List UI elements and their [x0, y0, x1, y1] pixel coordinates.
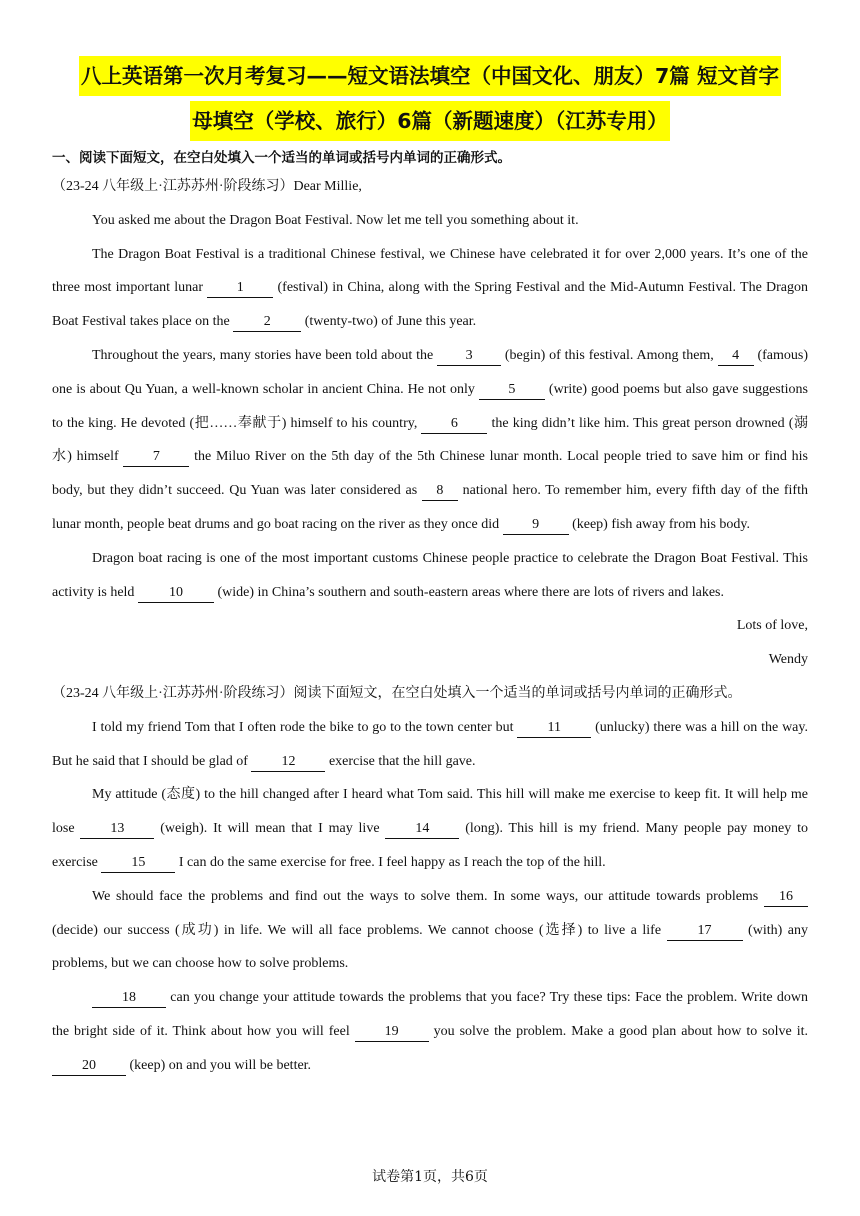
blank-2[interactable]: 2 — [233, 313, 301, 332]
text: (keep) on and you will be better. — [126, 1057, 312, 1073]
text: (write) good poems but also gave suggestions to the king. He devoted (把……奉献于) himself to his country, — [52, 381, 808, 431]
blank-8[interactable]: 8 — [422, 482, 458, 501]
passage1-paragraph-2 — [52, 238, 808, 339]
blank-1[interactable]: 1 — [207, 279, 273, 298]
passage1-paragraph-3 — [52, 339, 808, 542]
title-line-2: 母填空（学校、旅行）6篇（新题速度）（江苏专用） — [190, 101, 670, 141]
blank-9[interactable]: 9 — [503, 516, 569, 535]
section-heading: 一、阅读下面短文，在空白处填入一个适当的单词或括号内单词的正确形式。 — [52, 150, 511, 166]
text: (decide) our success (成功) in life. We will all face problems. We cannot choose (选择) to live a life — [52, 922, 667, 938]
blank-14[interactable]: 14 — [385, 820, 459, 839]
text: (long). This hill is my friend. Many people pay money to exercise — [52, 821, 808, 870]
blank-18[interactable]: 18 — [92, 989, 166, 1008]
passage2-paragraph-2 — [52, 778, 808, 879]
text: We should face the problems and find out the ways to solve them. In some ways, our attitude towards problems — [92, 888, 764, 904]
blank-6[interactable]: 6 — [421, 415, 487, 434]
blank-11[interactable]: 11 — [517, 719, 591, 738]
text: can you change your attitude towards the problems that you face? Try these tips: Face the problem. Write down the bright side of it. Think about how you will feel — [52, 990, 808, 1039]
text: Dragon boat racing is one of the most important customs Chinese people practice to celebrate the Dragon Boat Festival. This activity is held — [52, 550, 808, 600]
blank-16[interactable]: 16 — [764, 888, 808, 907]
text: (unlucky) there was a hill on the way. But he said that I should be glad of — [52, 719, 808, 769]
text: (keep) fish away from his body. — [568, 516, 751, 532]
text: My attitude (态度) to the hill changed after I heard what Tom said. This hill will make me exercise to keep fit. It will help me lose — [52, 787, 808, 837]
passage2-source: （23-24 八年级上·江苏苏州·阶段练习）阅读下面短文，在空白处填入一个适当的单词或括号内单词的正确形式。 — [52, 685, 742, 701]
blank-20[interactable]: 20 — [52, 1057, 126, 1076]
text: I told my friend Tom that I often rode the bike to go to the town center but — [92, 719, 518, 735]
text: (twenty-two) of June this year. — [301, 314, 477, 330]
title-line-1: 八上英语第一次月考复习——短文语法填空（中国文化、朋友）7篇 短文首字 — [79, 56, 781, 96]
passage1-paragraph-1 — [52, 204, 808, 238]
passage2-paragraph-4 — [52, 981, 808, 1082]
text: the Miluo River on the 5th day of the 5th Chinese lunar month. Local people tried to save him or find his body, but they didn’t succeed. Qu Yuan was later considered as — [52, 449, 808, 499]
text: You asked me about the Dragon Boat Festival. Now let me tell you something about it. — [92, 212, 579, 228]
page-title — [0, 56, 860, 141]
letter-closing: Lots of love, — [736, 618, 808, 634]
blank-15[interactable]: 15 — [101, 854, 175, 873]
text: (festival) in China, along with the Spring Festival and the Mid-Autumn Festival. The Dragon Boat Festival takes place on the — [52, 280, 808, 330]
letter-signature: Wendy — [768, 652, 808, 668]
text: exercise that the hill gave. — [325, 753, 476, 769]
text: (wide) in China’s southern and south-eastern areas where there are lots of rivers and lakes. — [213, 584, 724, 600]
text: The Dragon Boat Festival is a traditional Chinese festival, we Chinese have celebrated it for over 2,000 years. It’s one of the three most important lunar — [52, 246, 808, 296]
text: (with) any problems, but we can choose how to solve problems. — [52, 922, 808, 972]
text: you solve the problem. Make a good plan about how to solve it. — [428, 1023, 808, 1039]
text: the king didn’t like him. This great person drowned (溺水) himself — [52, 415, 808, 465]
text: (begin) of this festival. Among them, — [501, 347, 718, 363]
blank-19[interactable]: 19 — [355, 1023, 429, 1042]
passage2-paragraph-1 — [52, 711, 808, 779]
text: (weigh). It will mean that I may live — [154, 821, 386, 837]
text: (famous) one is about Qu Yuan, a well-known scholar in ancient China. He not only — [52, 347, 808, 397]
blank-5[interactable]: 5 — [479, 381, 545, 400]
exam-content — [52, 170, 808, 1083]
blank-17[interactable]: 17 — [667, 922, 743, 941]
blank-12[interactable]: 12 — [251, 753, 325, 772]
passage1-source: （23-24 八年级上·江苏苏州·阶段练习）Dear Millie, — [52, 179, 362, 194]
text: I can do the same exercise for free. I feel happy as I reach the top of the hill. — [175, 854, 606, 870]
blank-3[interactable]: 3 — [437, 347, 501, 366]
blank-10[interactable]: 10 — [138, 584, 214, 603]
passage1-paragraph-4 — [52, 542, 808, 610]
passage2-paragraph-3 — [52, 880, 808, 981]
page-footer: 试卷第1页，共6页 — [372, 1169, 488, 1185]
blank-4[interactable]: 4 — [718, 347, 754, 366]
text: national hero. To remember him, every fifth day of the fifth lunar month, people beat drums and go boat racing on the river as they once did — [52, 483, 808, 532]
text: Throughout the years, many stories have been told about the — [92, 347, 438, 363]
blank-13[interactable]: 13 — [80, 820, 154, 839]
blank-7[interactable]: 7 — [123, 448, 189, 467]
